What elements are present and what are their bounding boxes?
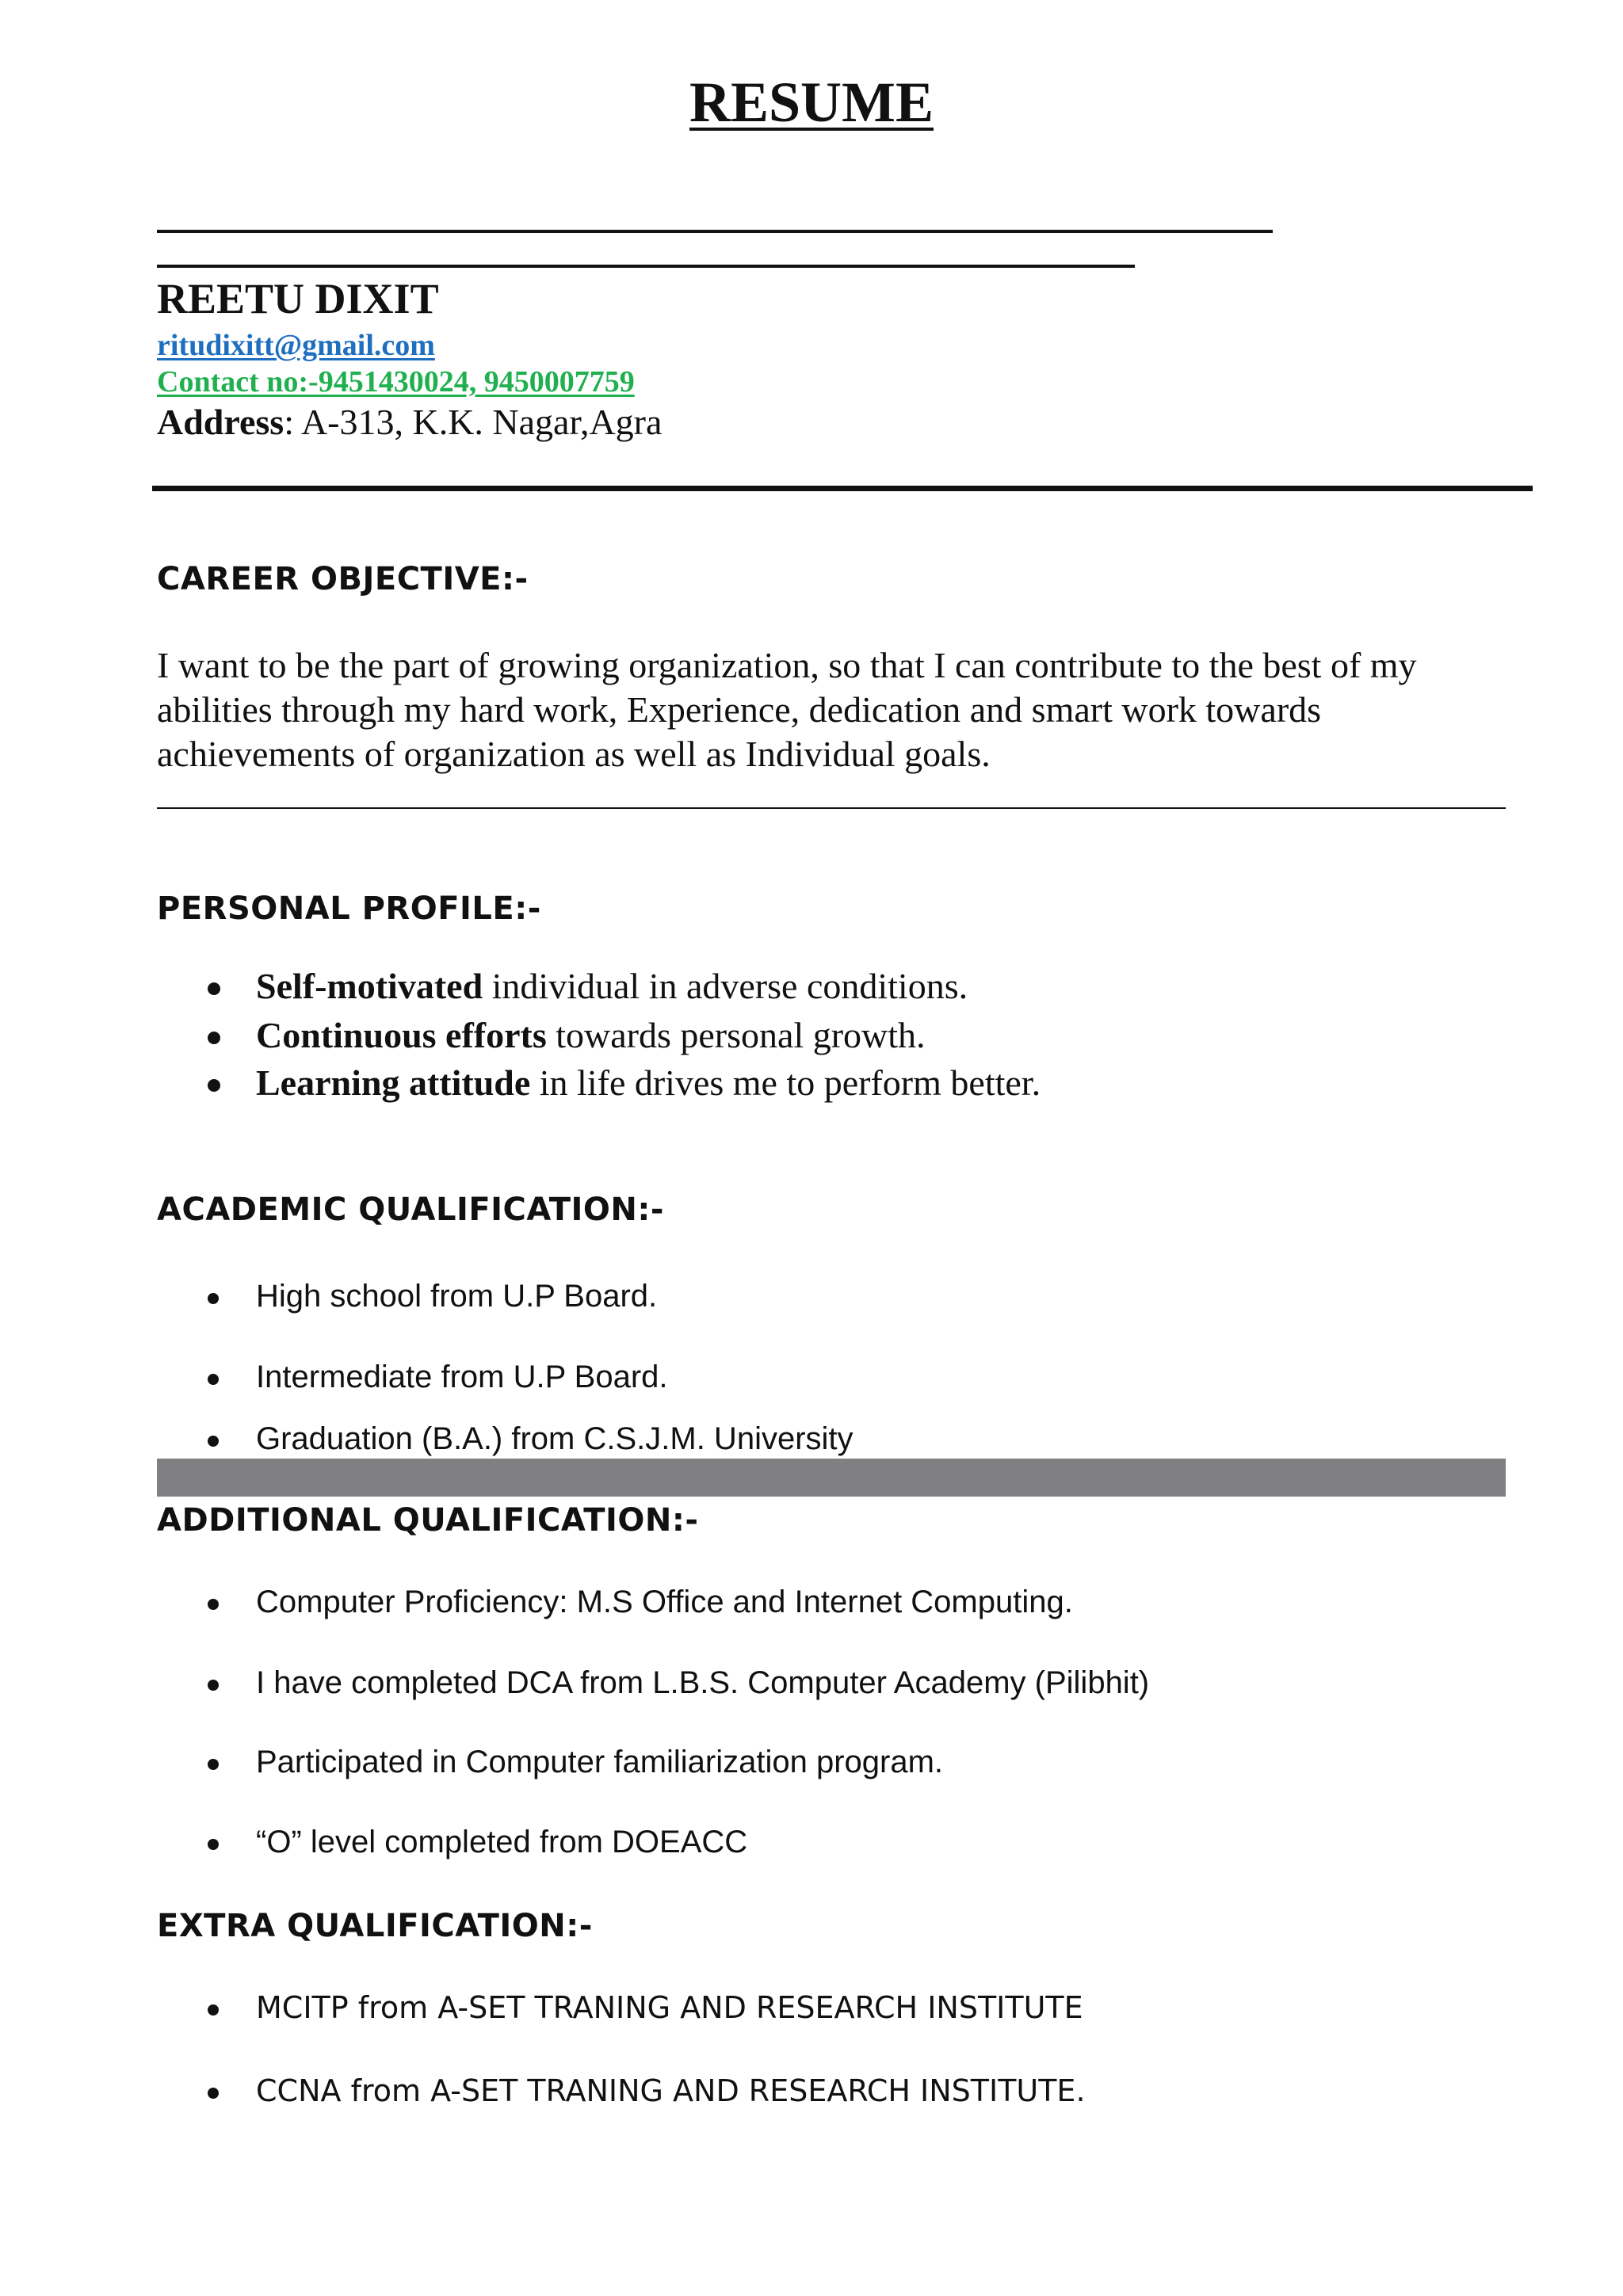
bullet-icon (208, 1759, 219, 1770)
objective-divider (157, 807, 1506, 809)
academic-item: Graduation (B.A.) from C.S.J.M. University (256, 1421, 854, 1456)
career-objective-text: I want to be the part of growing organization, so that I can contribute to the best of my abilities through my hard work, Experience, dedication and smart work towards achievements of organization as well as Individual goals. (157, 645, 1417, 774)
profile-item-bold: Self-motivated (256, 966, 483, 1006)
personal-profile-heading: PERSONAL PROFILE:- (157, 891, 541, 927)
address-value: : A-313, K.K. Nagar,Agra (284, 402, 663, 442)
additional-item: Computer Proficiency: M.S Office and Internet Computing. (256, 1585, 1073, 1619)
bullet-icon (208, 2004, 219, 2016)
academic-item: Intermediate from U.P Board. (256, 1360, 668, 1394)
additional-qualification-heading: ADDITIONAL QUALIFICATION:- (157, 1502, 699, 1539)
academic-item: High school from U.P Board. (256, 1279, 658, 1314)
profile-item-bold: Learning attitude (256, 1062, 531, 1103)
header-divider-thick (152, 486, 1533, 491)
page-title: RESUME (689, 71, 934, 134)
email-link[interactable]: ritudixitt@gmail.com (157, 329, 435, 362)
contact-numbers: Contact no:-9451430024, 9450007759 (157, 365, 635, 399)
bullet-icon (208, 1079, 220, 1092)
bullet-icon (208, 2088, 219, 2099)
career-objective-heading: CAREER OBJECTIVE:- (157, 561, 529, 597)
extra-item: CCNA from A-SET TRANING AND RESEARCH INSTITUTE. (256, 2073, 1086, 2108)
bullet-icon (208, 1374, 219, 1385)
bullet-icon (208, 982, 220, 995)
profile-item-rest: individual in adverse conditions. (483, 966, 968, 1006)
bullet-icon (208, 1032, 220, 1044)
profile-item-rest: in life drives me to perform better. (530, 1062, 1041, 1103)
academic-qualification-heading: ACADEMIC QUALIFICATION:- (157, 1192, 665, 1228)
additional-item: I have completed DCA from L.B.S. Computer Academy (Pilibhit) (256, 1665, 1150, 1700)
bullet-icon (208, 1839, 219, 1850)
extra-qualification-heading: EXTRA QUALIFICATION:- (157, 1908, 593, 1944)
address-label: Address (157, 402, 285, 442)
address (157, 401, 662, 443)
profile-item-rest: towards personal growth. (546, 1015, 926, 1055)
section-shading-band (157, 1459, 1506, 1497)
divider-line-top-1 (157, 230, 1273, 233)
additional-item: “O” level completed from DOEACC (256, 1825, 748, 1859)
profile-item-bold: Continuous efforts (256, 1015, 547, 1055)
bullet-icon (208, 1293, 219, 1304)
bullet-icon (208, 1599, 219, 1610)
divider-line-top-2 (157, 265, 1135, 268)
additional-item: Participated in Computer familiarization program. (256, 1745, 944, 1779)
candidate-name: REETU DIXIT (157, 275, 439, 322)
bullet-icon (208, 1436, 219, 1447)
bullet-icon (208, 1680, 219, 1691)
extra-item: MCITP from A-SET TRANING AND RESEARCH INSTITUTE (256, 1990, 1083, 2025)
